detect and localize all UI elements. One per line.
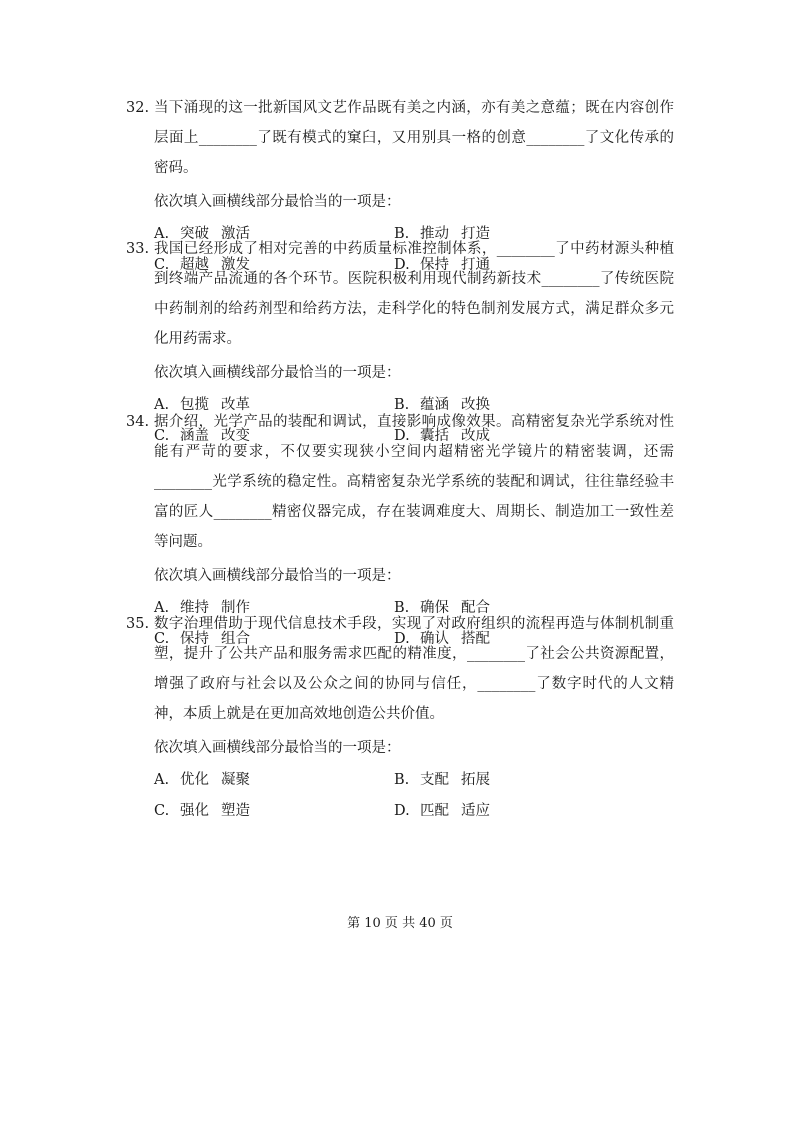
option-c: C. 涵盖 改变	[154, 428, 250, 444]
option-b: B. 推动 打造	[394, 226, 490, 242]
option-b: B. 支配 拓展	[394, 772, 490, 788]
option-a: A. 突破 激活	[154, 226, 250, 242]
option-d: D. 匹配 适应	[394, 803, 490, 819]
question-text: 当下涌现的这一批新国风文艺作品既有美之内涵，亦有美之意蕴；既在内容创作层面上________了既有模式的窠臼，又用别具一格的创意________了文化传承的密码。	[154, 100, 674, 176]
option-a: A. 包揽 改革	[154, 397, 250, 413]
option-c: C. 超越 激发	[154, 257, 250, 273]
question-instruction: 依次填入画横线部分最恰当的一项是：	[154, 194, 401, 210]
question-stem	[126, 609, 674, 729]
option-d: D. 确认 搭配	[394, 631, 490, 647]
option-b: B. 蕴涵 改换	[394, 397, 490, 413]
question-number: 33.	[126, 241, 150, 257]
question-35	[126, 609, 674, 827]
question-text: 数字治理借助于现代信息技术手段，实现了对政府组织的流程再造与体制机制重塑，提升了公共产品和服务需求匹配的精准度，________了社会公共资源配置，增强了政府与社会以及公众之间的协同与信任，________了数字时代的人文精神，本质上就是在更加高效地创造公共价值。	[154, 616, 674, 722]
question-text: 我国已经形成了相对完善的中药质量标准控制体系，________了中药材源头种植到终端产品流通的各个环节。医院积极利用现代制药新技术________了传统医院中药制剂的给药剂型和给药方法，走科学化的特色制剂发展方式，满足群众多元化用药需求。	[154, 241, 674, 347]
question-instruction: 依次填入画横线部分最恰当的一项是：	[154, 365, 401, 381]
question-text: 据介绍，光学产品的装配和调试，直接影响成像效果。高精密复杂光学系统对性能有严苛的要求，不仅要实现狭小空间内超精密光学镜片的精密装调，还需________光学系统的稳定性。高精密复杂光学系统的装配和调试，往往靠经验丰富的匠人________精密仪器完成，存在装调难度大、周期长、制造加工一致性差等问题。	[154, 414, 674, 550]
question-number: 32.	[126, 100, 150, 116]
option-a: A. 维持 制作	[154, 600, 250, 616]
option-a: A. 优化 凝聚	[154, 772, 250, 788]
option-d: D. 保持 打通	[394, 257, 490, 273]
question-stem	[126, 234, 674, 354]
question-number: 34.	[126, 414, 150, 430]
options-list	[154, 765, 674, 827]
question-instruction: 依次填入画横线部分最恰当的一项是：	[154, 740, 401, 756]
option-d: D. 囊括 改成	[394, 428, 490, 444]
page-footer: 第 10 页 共 40 页	[347, 916, 453, 931]
option-c: C. 强化 塑造	[154, 803, 250, 819]
question-instruction: 依次填入画横线部分最恰当的一项是：	[154, 568, 401, 584]
question-number: 35.	[126, 616, 150, 632]
question-stem	[126, 407, 674, 557]
option-b: B. 确保 配合	[394, 600, 490, 616]
question-stem	[126, 93, 674, 183]
option-c: C. 保持 组合	[154, 631, 250, 647]
